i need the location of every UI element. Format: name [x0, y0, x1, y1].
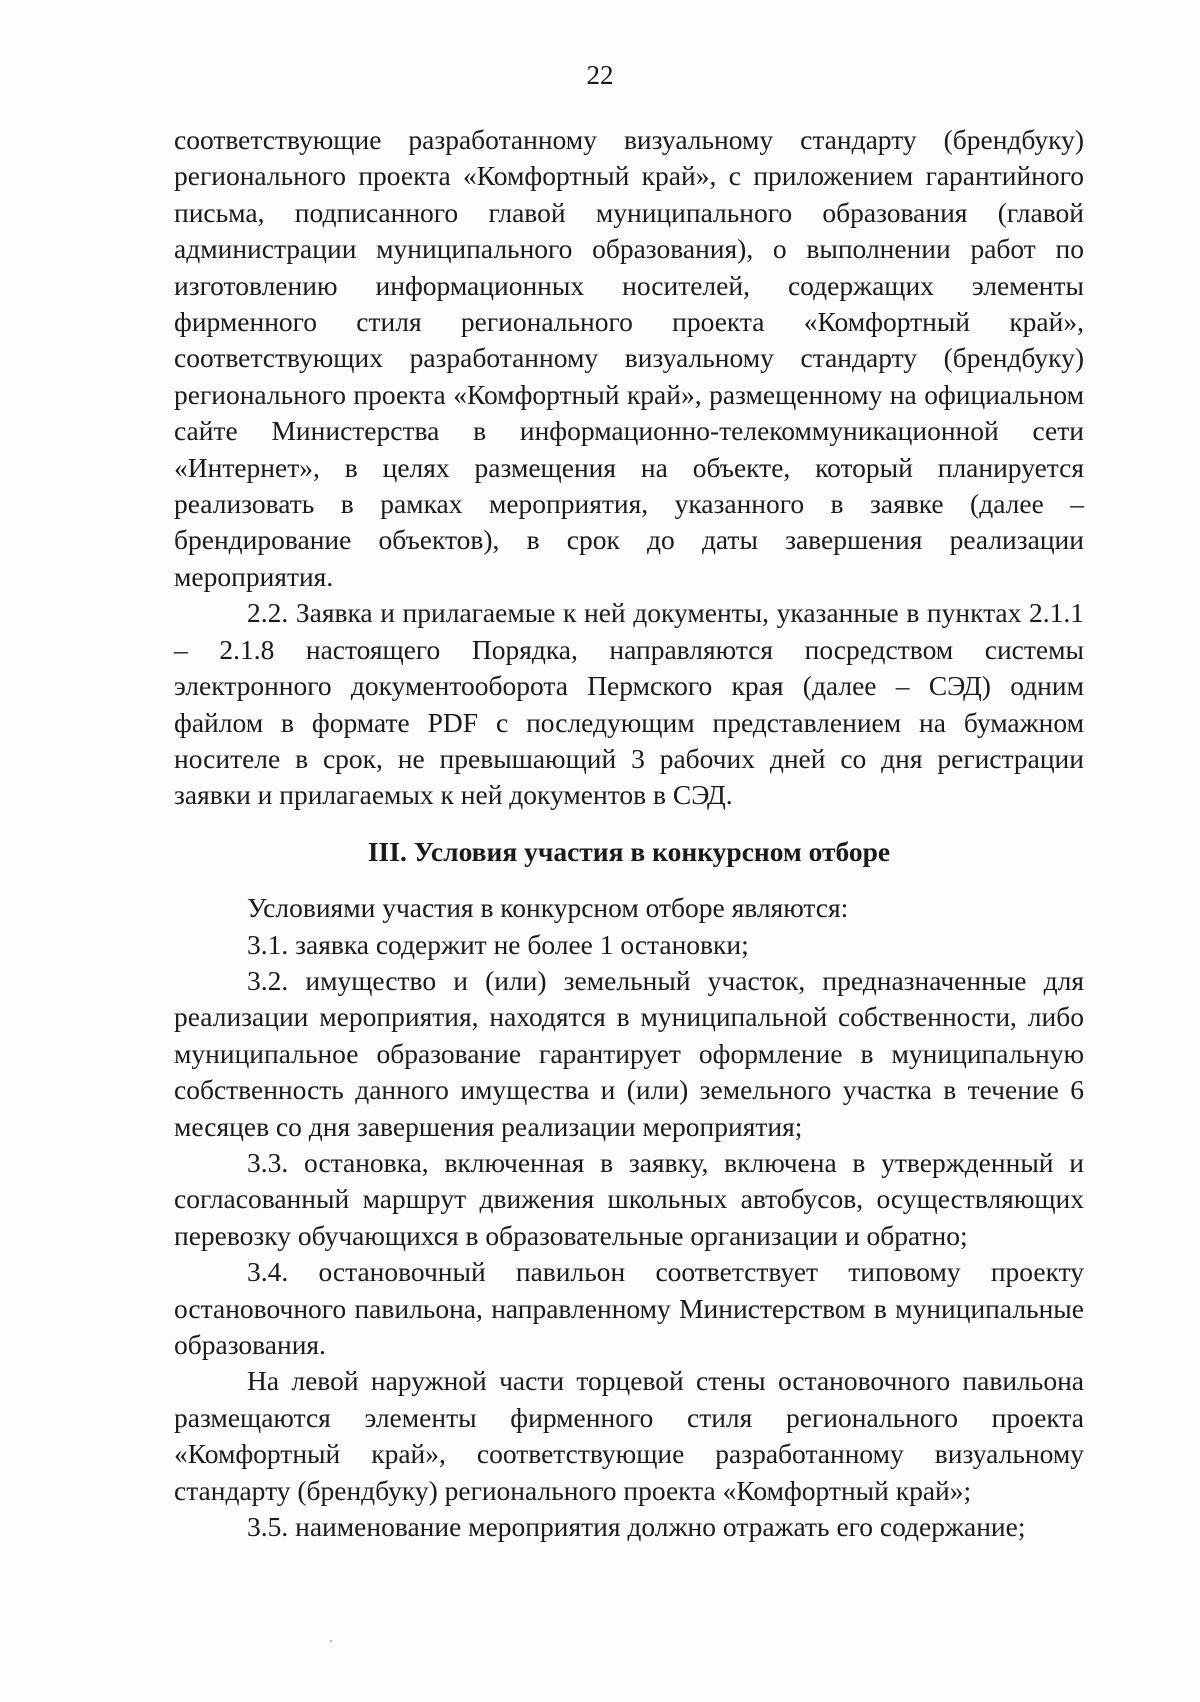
- paragraph-3-1: 3.1. заявка содержит не более 1 остановки;: [247, 928, 749, 960]
- paragraph-2-2: 2.2. Заявка и прилагаемые к ней документы, указанные в пунктах 2.1.1 – 2.1.8 настоящего Порядка, направляются посредством системы электронного документооборота Пермского края (далее – СЭД) одним файлом в формате PDF с последующим представлением на бумажном носителе в срок, не превышающий 3 рабочих дней со дня регистрации заявки и прилагаемых к ней документов в СЭД.: [174, 597, 1084, 811]
- page-number: 22: [586, 60, 614, 90]
- paragraph-continuation: соответствующие разработанному визуальному стандарту (брендбуку) регионального проекта «Комфортный край», с приложением гарантийного письма, подписанного главой муниципального образования (главой администрации муниципального образования), о выполнении работ по изготовлению информационных носителей, содержащих элементы фирменного стиля регионального проекта «Комфортный край», соответствующих разработанному визуальному стандарту (брендбуку) регионального проекта «Комфортный край», размещенному на официальном сайте Министерства в информационно-телекоммуникационной сети «Интернет», в целях размещения на объекте, который планируется реализовать в рамках мероприятия, указанного в заявке (далее – брендирование объектов), в срок до даты завершения реализации мероприятия.: [174, 124, 1084, 592]
- paragraph-branding: На левой наружной части торцевой стены остановочного павильона размещаются элементы фирменного стиля регионального проекта «Комфортный край», соответствующие разработанному визуальному стандарту (брендбуку) регионального проекта «Комфортный край»;: [174, 1365, 1084, 1506]
- paragraph-3-3: 3.3. остановка, включенная в заявку, включена в утвержденный и согласованный маршрут движения школьных автобусов, осуществляющих перевозку обучающихся в образовательные организации и обратно;: [174, 1146, 1084, 1251]
- document-body: [174, 122, 1084, 1545]
- paragraph-3-2: 3.2. имущество и (или) земельный участок, предназначенные для реализации мероприятия, находятся в муниципальной собственности, либо муниципальное образование гарантирует оформление в муниципальную собственность данного имущества и (или) земельного участка в течение 6 месяцев со дня завершения реализации мероприятия;: [174, 964, 1084, 1142]
- section-heading: III. Условия участия в конкурсном отборе: [367, 835, 891, 867]
- paragraph-conditions-intro: Условиями участия в конкурсном отборе являются:: [247, 892, 849, 924]
- scan-speck: [330, 1640, 332, 1642]
- paragraph-3-4: 3.4. остановочный павильон соответствует типовому проекту остановочного павильона, направленному Министерством в муниципальные образования.: [174, 1256, 1084, 1360]
- paragraph-3-5: 3.5. наименование мероприятия должно отражать его содержание;: [247, 1511, 1026, 1543]
